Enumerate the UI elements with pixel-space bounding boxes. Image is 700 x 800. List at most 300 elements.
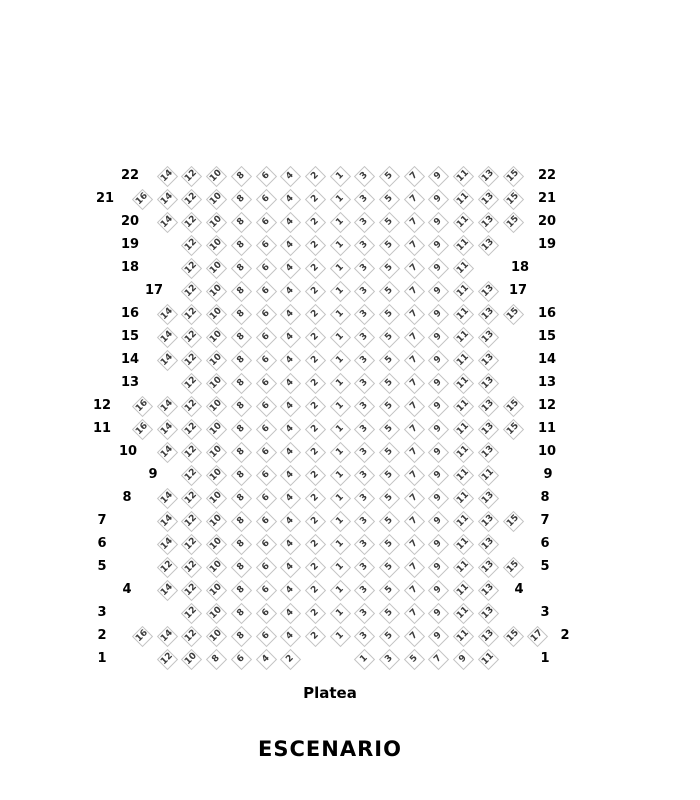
seat[interactable] [404,350,424,370]
seat[interactable] [428,419,448,439]
seat[interactable] [404,281,424,301]
seat[interactable] [231,534,251,554]
seat[interactable] [428,649,448,669]
seat[interactable] [206,281,226,301]
seat[interactable] [330,350,350,370]
seat[interactable] [181,626,201,646]
seat[interactable] [157,327,177,347]
seat[interactable] [157,511,177,531]
seat[interactable] [478,465,498,485]
seat[interactable] [231,603,251,623]
seat[interactable] [181,442,201,462]
seat[interactable] [354,557,374,577]
seat[interactable] [404,235,424,255]
seat[interactable] [453,626,473,646]
seat[interactable] [305,304,325,324]
seat[interactable] [330,235,350,255]
seat[interactable] [206,350,226,370]
seat[interactable] [157,212,177,232]
seat[interactable] [478,534,498,554]
seat[interactable] [206,465,226,485]
seat[interactable] [404,327,424,347]
seat[interactable] [305,258,325,278]
seat[interactable] [132,626,152,646]
seat[interactable] [157,626,177,646]
seat[interactable] [404,396,424,416]
seat[interactable] [478,212,498,232]
seat[interactable] [256,465,276,485]
seat[interactable] [206,327,226,347]
seat[interactable] [453,373,473,393]
seat[interactable] [305,235,325,255]
seat[interactable] [379,488,399,508]
seat[interactable] [206,626,226,646]
seat[interactable] [231,166,251,186]
seat[interactable] [157,189,177,209]
seat[interactable] [404,166,424,186]
seat[interactable] [206,488,226,508]
seat[interactable] [428,327,448,347]
seat[interactable] [280,189,300,209]
seat[interactable] [503,557,523,577]
seat[interactable] [305,580,325,600]
seat[interactable] [231,649,251,669]
seat[interactable] [478,304,498,324]
seat[interactable] [206,235,226,255]
seat[interactable] [478,649,498,669]
seat[interactable] [354,534,374,554]
seat[interactable] [256,396,276,416]
seat[interactable] [256,189,276,209]
seat[interactable] [453,511,473,531]
seat[interactable] [478,327,498,347]
seat[interactable] [503,626,523,646]
seat[interactable] [280,350,300,370]
seat[interactable] [379,166,399,186]
seat[interactable] [181,166,201,186]
seat[interactable] [231,626,251,646]
seat[interactable] [428,626,448,646]
seat[interactable] [256,419,276,439]
seat[interactable] [305,534,325,554]
seat[interactable] [305,511,325,531]
seat[interactable] [305,603,325,623]
seat[interactable] [404,189,424,209]
seat[interactable] [206,189,226,209]
seat[interactable] [453,580,473,600]
seat[interactable] [256,511,276,531]
seat[interactable] [453,189,473,209]
seat[interactable] [354,189,374,209]
seat[interactable] [132,189,152,209]
seat[interactable] [428,442,448,462]
seat[interactable] [379,327,399,347]
seat[interactable] [478,189,498,209]
seat[interactable] [379,304,399,324]
seat[interactable] [453,465,473,485]
seat[interactable] [280,511,300,531]
seat[interactable] [379,626,399,646]
seat[interactable] [231,258,251,278]
seat[interactable] [379,189,399,209]
seat[interactable] [330,258,350,278]
seat[interactable] [453,534,473,554]
seat[interactable] [453,281,473,301]
seat[interactable] [453,396,473,416]
seat[interactable] [354,304,374,324]
seat[interactable] [181,235,201,255]
seat[interactable] [157,419,177,439]
seat[interactable] [305,488,325,508]
seat[interactable] [157,304,177,324]
seat[interactable] [379,350,399,370]
seat[interactable] [206,511,226,531]
seat[interactable] [478,603,498,623]
seat[interactable] [478,580,498,600]
seat[interactable] [379,396,399,416]
seat[interactable] [354,166,374,186]
seat[interactable] [181,373,201,393]
seat[interactable] [428,304,448,324]
seat[interactable] [404,488,424,508]
seat[interactable] [354,511,374,531]
seat[interactable] [354,488,374,508]
seat[interactable] [379,511,399,531]
seat[interactable] [181,419,201,439]
seat[interactable] [231,465,251,485]
seat[interactable] [256,626,276,646]
seat[interactable] [404,258,424,278]
seat[interactable] [231,373,251,393]
seat[interactable] [379,235,399,255]
seat[interactable] [256,166,276,186]
seat[interactable] [453,304,473,324]
seat[interactable] [428,235,448,255]
seat[interactable] [305,419,325,439]
seat[interactable] [231,189,251,209]
seat[interactable] [478,557,498,577]
seat[interactable] [280,166,300,186]
seat[interactable] [354,350,374,370]
seat[interactable] [404,465,424,485]
seat[interactable] [280,534,300,554]
seat[interactable] [404,419,424,439]
seat[interactable] [330,419,350,439]
seat[interactable] [181,580,201,600]
seat[interactable] [256,557,276,577]
seat[interactable] [157,580,177,600]
seat[interactable] [206,534,226,554]
seat[interactable] [157,649,177,669]
seat[interactable] [503,304,523,324]
seat[interactable] [379,281,399,301]
seat[interactable] [503,511,523,531]
seat[interactable] [280,212,300,232]
seat[interactable] [330,304,350,324]
seat[interactable] [428,603,448,623]
seat[interactable] [354,212,374,232]
seat[interactable] [256,442,276,462]
seat[interactable] [428,511,448,531]
seat[interactable] [206,603,226,623]
seat[interactable] [256,281,276,301]
seat[interactable] [453,350,473,370]
seat[interactable] [132,396,152,416]
seat[interactable] [428,258,448,278]
seat[interactable] [305,281,325,301]
seat[interactable] [404,373,424,393]
seat[interactable] [330,603,350,623]
seat[interactable] [354,465,374,485]
seat[interactable] [157,557,177,577]
seat[interactable] [428,488,448,508]
seat[interactable] [354,649,374,669]
seat[interactable] [206,166,226,186]
seat[interactable] [428,534,448,554]
seat[interactable] [478,235,498,255]
seat[interactable] [478,442,498,462]
seat[interactable] [428,350,448,370]
seat[interactable] [181,603,201,623]
seat[interactable] [231,304,251,324]
seat[interactable] [404,511,424,531]
seat[interactable] [404,534,424,554]
seat[interactable] [181,304,201,324]
seat[interactable] [354,442,374,462]
seat[interactable] [256,327,276,347]
seat[interactable] [280,258,300,278]
seat[interactable] [330,281,350,301]
seat[interactable] [354,603,374,623]
seat[interactable] [305,626,325,646]
seat[interactable] [330,580,350,600]
seat[interactable] [181,212,201,232]
seat[interactable] [379,557,399,577]
seat[interactable] [379,212,399,232]
seat[interactable] [181,465,201,485]
seat[interactable] [428,212,448,232]
seat[interactable] [404,626,424,646]
seat[interactable] [280,465,300,485]
seat[interactable] [453,488,473,508]
seat[interactable] [206,212,226,232]
seat[interactable] [132,419,152,439]
seat[interactable] [379,649,399,669]
seat[interactable] [231,488,251,508]
seat[interactable] [280,603,300,623]
seat[interactable] [478,488,498,508]
seat[interactable] [354,419,374,439]
seat[interactable] [478,373,498,393]
seat[interactable] [206,557,226,577]
seat[interactable] [305,166,325,186]
seat[interactable] [379,465,399,485]
seat[interactable] [280,373,300,393]
seat[interactable] [305,442,325,462]
seat[interactable] [231,557,251,577]
seat[interactable] [428,281,448,301]
seat[interactable] [404,212,424,232]
seat[interactable] [330,557,350,577]
seat[interactable] [280,649,300,669]
seat[interactable] [206,373,226,393]
seat[interactable] [354,258,374,278]
seat[interactable] [453,603,473,623]
seat[interactable] [256,212,276,232]
seat[interactable] [527,626,547,646]
seat[interactable] [404,580,424,600]
seat[interactable] [503,212,523,232]
seat[interactable] [231,442,251,462]
seat[interactable] [354,396,374,416]
seat[interactable] [404,304,424,324]
seat[interactable] [181,649,201,669]
seat[interactable] [181,557,201,577]
seat[interactable] [379,258,399,278]
seat[interactable] [404,603,424,623]
seat[interactable] [181,511,201,531]
seat[interactable] [503,189,523,209]
seat[interactable] [157,534,177,554]
seat[interactable] [404,649,424,669]
seat[interactable] [330,511,350,531]
seat[interactable] [181,258,201,278]
seat[interactable] [330,212,350,232]
seat[interactable] [206,419,226,439]
seat[interactable] [453,166,473,186]
seat[interactable] [330,534,350,554]
seat[interactable] [453,235,473,255]
seat[interactable] [206,396,226,416]
seat[interactable] [453,327,473,347]
seat[interactable] [305,350,325,370]
seat[interactable] [231,281,251,301]
seat[interactable] [354,327,374,347]
seat[interactable] [181,534,201,554]
seat[interactable] [280,626,300,646]
seat[interactable] [478,166,498,186]
seat[interactable] [206,649,226,669]
seat[interactable] [428,189,448,209]
seat[interactable] [206,580,226,600]
seat[interactable] [157,350,177,370]
seat[interactable] [280,281,300,301]
seat[interactable] [280,419,300,439]
seat[interactable] [256,350,276,370]
seat[interactable] [330,166,350,186]
seat[interactable] [503,419,523,439]
seat[interactable] [379,580,399,600]
seat[interactable] [354,235,374,255]
seat[interactable] [256,580,276,600]
seat[interactable] [231,212,251,232]
seat[interactable] [256,534,276,554]
seat[interactable] [181,189,201,209]
seat[interactable] [280,235,300,255]
seat[interactable] [157,166,177,186]
seat[interactable] [428,580,448,600]
seat[interactable] [280,442,300,462]
seat[interactable] [478,626,498,646]
seat[interactable] [354,373,374,393]
seat[interactable] [305,465,325,485]
seat[interactable] [280,580,300,600]
seat[interactable] [428,465,448,485]
seat[interactable] [478,511,498,531]
seat[interactable] [231,350,251,370]
seat[interactable] [428,396,448,416]
seat[interactable] [478,419,498,439]
seat[interactable] [478,350,498,370]
seat[interactable] [330,373,350,393]
seat[interactable] [453,442,473,462]
seat[interactable] [330,442,350,462]
seat[interactable] [305,327,325,347]
seat[interactable] [231,580,251,600]
seat[interactable] [256,603,276,623]
seat[interactable] [330,327,350,347]
seat[interactable] [305,396,325,416]
seat[interactable] [256,373,276,393]
seat[interactable] [453,212,473,232]
seat[interactable] [157,442,177,462]
seat[interactable] [453,649,473,669]
seat[interactable] [379,419,399,439]
seat[interactable] [453,419,473,439]
seat[interactable] [256,304,276,324]
seat[interactable] [206,258,226,278]
seat[interactable] [181,350,201,370]
seat[interactable] [181,327,201,347]
seat[interactable] [503,166,523,186]
seat[interactable] [157,396,177,416]
seat[interactable] [256,235,276,255]
seat[interactable] [231,327,251,347]
seat[interactable] [256,649,276,669]
seat[interactable] [379,442,399,462]
seat[interactable] [305,373,325,393]
seat[interactable] [157,488,177,508]
seat[interactable] [330,396,350,416]
seat[interactable] [206,442,226,462]
seat[interactable] [280,327,300,347]
seat[interactable] [280,488,300,508]
seat[interactable] [305,212,325,232]
seat[interactable] [354,281,374,301]
seat[interactable] [428,373,448,393]
seat[interactable] [231,396,251,416]
seat[interactable] [453,557,473,577]
seat[interactable] [404,442,424,462]
seat[interactable] [379,603,399,623]
seat[interactable] [181,488,201,508]
seat[interactable] [478,281,498,301]
seat[interactable] [330,465,350,485]
seat[interactable] [503,396,523,416]
seat[interactable] [280,304,300,324]
seat[interactable] [404,557,424,577]
seat[interactable] [181,281,201,301]
seat[interactable] [330,488,350,508]
seat[interactable] [206,304,226,324]
seat[interactable] [478,396,498,416]
seat[interactable] [280,557,300,577]
seat[interactable] [428,166,448,186]
seat[interactable] [379,534,399,554]
seat[interactable] [256,488,276,508]
seat[interactable] [231,235,251,255]
seat[interactable] [354,580,374,600]
